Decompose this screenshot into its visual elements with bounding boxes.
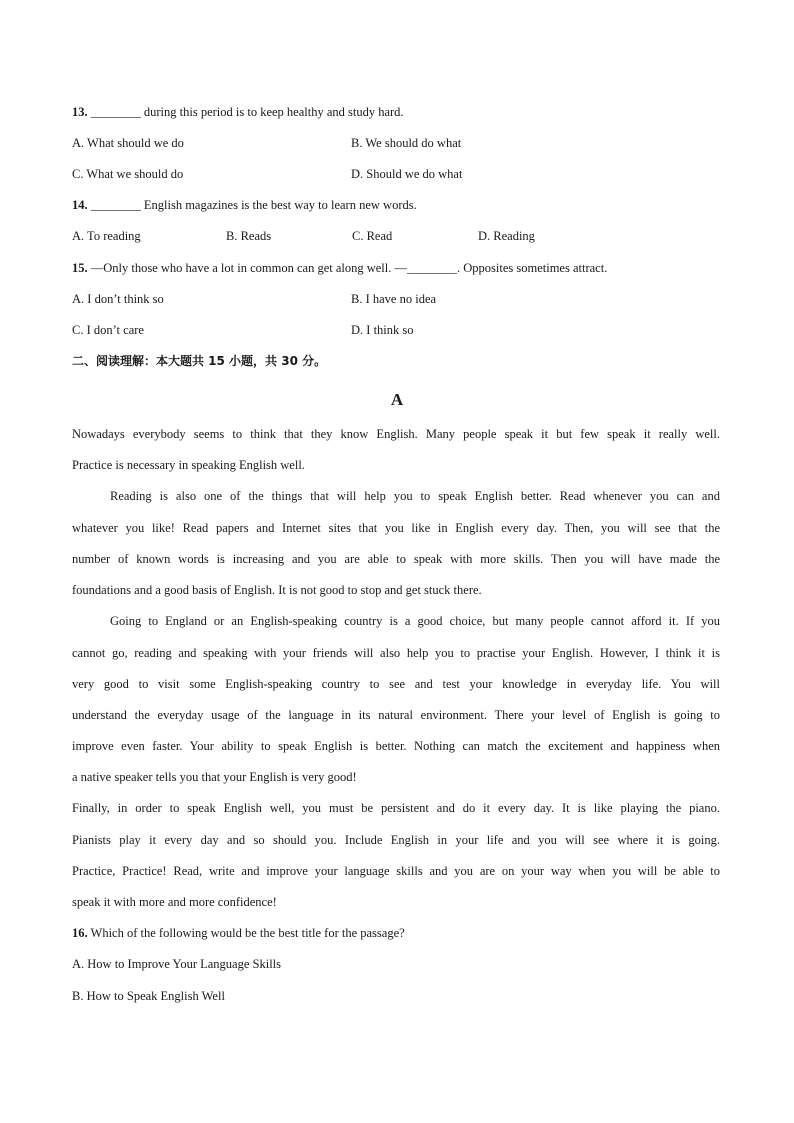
- option-c[interactable]: C. Read: [352, 229, 393, 243]
- option-a[interactable]: A. What should we do: [72, 136, 184, 150]
- passage-line: Pianists play it every day and so should you. Include English in your life and you will see where it is going.: [72, 833, 720, 847]
- option-b[interactable]: B. I have no idea: [351, 292, 437, 306]
- question-16: [72, 925, 405, 941]
- question-number: 15.: [72, 261, 88, 275]
- passage-line: Going to England or an English-speaking country is a good choice, but many people cannot afford it. If you: [110, 614, 720, 628]
- question-stem: —Only those who have a lot in common can get along well. —________. Opposites sometimes attract.: [87, 261, 608, 275]
- passage-line: Finally, in order to speak English well, you must be persistent and do it every day. It is like playing the piano.: [72, 801, 720, 815]
- passage-line: speak it with more and more confidence!: [72, 895, 277, 909]
- question-number: 13.: [72, 105, 88, 119]
- option-d[interactable]: D. I think so: [351, 323, 414, 337]
- passage-line: Practice is necessary in speaking English well.: [72, 458, 305, 472]
- question-number: 14.: [72, 198, 88, 212]
- question-stem: ________ English magazines is the best way to learn new words.: [87, 198, 417, 212]
- passage-line: Practice, Practice! Read, write and improve your language skills and you are on your way when you will be able to: [72, 864, 720, 878]
- option-a[interactable]: A. I don’t think so: [72, 292, 164, 306]
- passage-line: Reading is also one of the things that will help you to speak English better. Read whenever you can and: [110, 489, 720, 503]
- option-d[interactable]: D. Should we do what: [351, 167, 463, 181]
- option-c[interactable]: C. What we should do: [72, 167, 184, 181]
- option-b[interactable]: B. How to Speak English Well: [72, 989, 225, 1003]
- option-a[interactable]: A. How to Improve Your Language Skills: [72, 957, 282, 971]
- passage-title: A: [390, 390, 404, 409]
- passage-line: foundations and a good basis of English. It is not good to stop and get stuck there.: [72, 583, 482, 597]
- option-d[interactable]: D. Reading: [478, 229, 535, 243]
- passage-line: Nowadays everybody seems to think that they know English. Many people speak it but few speak it really well.: [72, 427, 720, 441]
- question-stem: Which of the following would be the best title for the passage?: [87, 926, 405, 940]
- passage-line: a native speaker tells you that your English is very good!: [72, 770, 357, 784]
- question-stem: ________ during this period is to keep healthy and study hard.: [87, 105, 404, 119]
- passage-line: understand the everyday usage of the language in its natural environment. There your level of English is going to: [72, 708, 720, 722]
- question-13: [72, 104, 404, 120]
- option-b[interactable]: B. We should do what: [351, 136, 462, 150]
- passage-line: number of known words is increasing and you are able to speak with more skills. Then you will have made the: [72, 552, 720, 566]
- option-a[interactable]: A. To reading: [72, 229, 141, 243]
- option-c[interactable]: C. I don’t care: [72, 323, 144, 337]
- passage-line: cannot go, reading and speaking with your friends will also help you to practise your English. However, I think it is: [72, 646, 720, 660]
- passage-line: whatever you like! Read papers and Internet sites that you like in English every day. Then, you will see that the: [72, 521, 720, 535]
- question-number: 16.: [72, 926, 88, 940]
- question-14: [72, 197, 417, 213]
- passage-line: improve even faster. Your ability to speak English is better. Nothing can match the excitement and happiness when: [72, 739, 720, 753]
- question-15: [72, 260, 607, 276]
- passage-line: very good to visit some English-speaking country to see and test your knowledge in everyday life. You will: [72, 677, 720, 691]
- section-heading: 二、阅读理解：本大题共 15 小题，共 30 分。: [72, 354, 327, 368]
- option-b[interactable]: B. Reads: [226, 229, 272, 243]
